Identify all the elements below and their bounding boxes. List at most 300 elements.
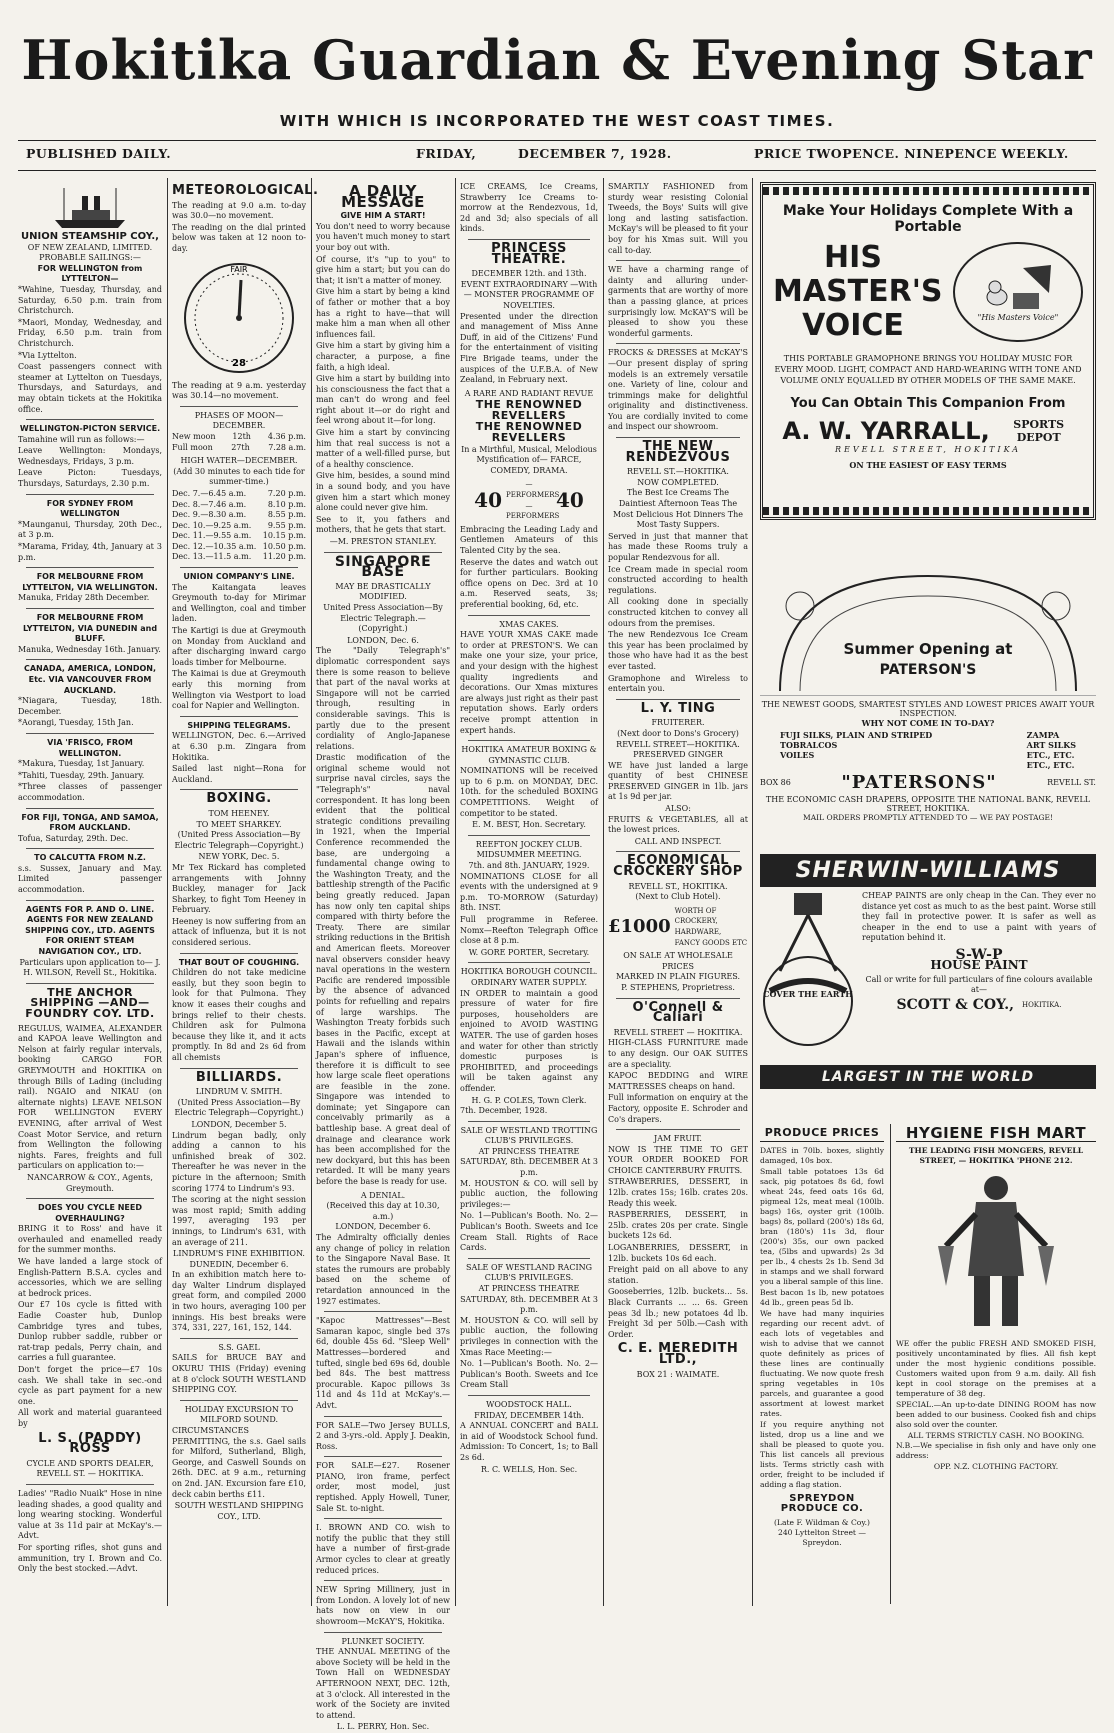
anchor-agents: NANCARROW & COY., Agents, Greymouth.	[27, 1172, 153, 1193]
fisherman-illustration	[896, 1166, 1096, 1336]
produce-heading: PRODUCE PRICES	[760, 1128, 884, 1142]
ting-call: CALL AND INSPECT.	[634, 836, 722, 846]
price: PRICE TWOPENCE. NINEPENCE WEEKLY.	[754, 146, 1069, 161]
sailing-item: *Makura, Tuesday, 1st January.	[18, 759, 145, 769]
moon-row-cell: 7.28 a.m.	[268, 442, 306, 452]
trotting-heading: SALE OF WESTLAND TROTTING CLUB'S PRIVILEGES.	[460, 1125, 598, 1146]
tide-row	[172, 510, 306, 521]
shipping-text: WELLINGTON, Dec. 6.—Arrived at 6.30 p.m. Zingara from Hokitika.	[172, 731, 306, 762]
produce-text: If you require anything not listed, drop us a line and we shall be pleased to quote you. This list cancels all previous lists. Terms strictly cash with order, freight to be included if adding a flag station.	[760, 1420, 884, 1489]
hmv-logo	[953, 242, 1083, 342]
anchor-heading: THE ANCHOR SHIPPING —AND— FOUNDRY COY. LTD.	[25, 985, 155, 1020]
furniture-text: Full information on enquiry at the Factory, opposite E. Schroder and Co's drapers.	[608, 1093, 748, 1124]
rendezvous-address: REVELL ST.—HOKITIKA.	[627, 467, 729, 477]
ting-heading: L. Y. TING	[640, 700, 716, 716]
billiards-heading: BILLIARDS.	[195, 1069, 283, 1085]
sailing-item: Leave Picton: Tuesdays, Thursdays, Saturdays, 2.30 p.m.	[18, 468, 162, 489]
column-shops	[608, 182, 748, 1604]
sherwin-body: CHEAP PAINTS are only cheap in the Can. They ever no distance yet cost as much to as the best paint. Worse still they fail in protective power. It is safer as well as cheaper in the end to use a paint with years of reputation behind it.	[862, 891, 1096, 942]
sailing-item: *Via Lyttelton.	[18, 350, 77, 360]
cycle-text: Our £7 10s cycle is fitted with Eadie Coaster hub, Dunlop Cambridge tyres and tubes, Dunlop rubber saddle, rubber or rat-trap pedals, Perry chain, and carries a full guarantee.	[18, 1300, 162, 1363]
moon-row-cell: New moon	[172, 431, 216, 441]
route-heading: FOR MELBOURNE FROM LYTTELTON, VIA WELLINGTON.	[22, 572, 158, 592]
boxing-heading: BOXING.	[206, 791, 272, 807]
produce-text: Small table potatoes 13s 6d sack, pig potatoes 8s 6d, fowl wheat 24s, feed oats 16s 6d, pigmeal 12s, meat meal (100lb. bags) 16s, oyster grit (100lb. bags) 8s, pollard (200's) 18s 6d, bran (180's) 11s 3d, flour (200's) 35s, our own packed tea, (5lbs and upwards) 2s 3d per lb., 4 chests 2s 1b. Send 3d in stamps and we shall forward you a liberal sample of this line.	[760, 1167, 884, 1286]
tide-row-cell: 8.55 p.m.	[267, 510, 306, 520]
tide-row-cell: Dec. 11.—9.55 a.m.	[172, 531, 252, 541]
weather-text: The reading at 9 a.m. yesterday was 30.14—no movement.	[172, 380, 306, 401]
jam-fruit-text: LOGANBERRIES, DESSERT, in 12lb. buckets 10s 6d each.	[608, 1243, 748, 1263]
ting-address: REVELL STREET—HOKITIKA.	[616, 739, 740, 749]
sailing-item: *Maori, Monday, Wednesday, and Friday, 6.50 p.m. train from Christchurch.	[18, 317, 162, 348]
auction-list: No. 1—Publican's Booth. No. 2—Publican's Booth. Sweets and Ice Cream Stall. Rights of Race Cards.	[460, 1211, 598, 1253]
tide-table	[172, 489, 306, 563]
fish-mart-heading: HYGIENE FISH MART	[896, 1128, 1096, 1142]
princess-theatre-heading: PRINCESS THEATRE.	[491, 240, 567, 267]
scott-name: SCOTT & COY.,	[896, 996, 1014, 1013]
column-meteorological	[172, 182, 319, 1604]
gael-heading: S.S. GAEL	[218, 1342, 260, 1352]
daily-message-heading: A DAILY MESSAGE	[341, 182, 425, 211]
column-rule	[167, 178, 168, 1606]
rendezvous-menu: The Best Ice Creams The Daintiest Afternoon Teas The Most Delicious Hot Dinners The Most Tasty Suppers.	[612, 488, 744, 530]
auction-text: M. HOUSTON & CO. will sell by public auction, the following privileges in connection with the Xmas Race Meeting:—	[460, 1315, 598, 1357]
sailing-item: *Niagara, Tuesday, 18th. December.	[18, 696, 162, 716]
billiards-text: The scoring at the night session was most rapid; Smith adding 1997, averaging 193 per innings, to Lindrum's 631, with an average of 211.	[172, 1195, 306, 1247]
reefton-sub: MIDSUMMER MEETING.	[476, 850, 582, 860]
shipping-text: The Kaitangata leaves Greymouth to-day for Mirimar and Wellington, coal and timber laden.	[172, 582, 306, 624]
spreydon-late: (Late F. Wildman & Coy.)	[773, 1518, 871, 1527]
route-heading: FOR FIJI, TONGA, AND SAMOA, FROM AUCKLAND.	[21, 812, 159, 833]
barometer-dial	[179, 258, 299, 378]
theatre-text: Presented under the direction and management of Miss Anne Duff, in aid of the Citizens' Fund for the entertainment of visiting Fire Brigade teams, under the auspices of the U.F.B.A. of New Zealand, in February next.	[460, 311, 598, 385]
yarrall-terms: ON THE EASIEST OF EASY TERMS	[849, 460, 1007, 470]
brown-advt: I. BROWN AND CO. wish to notify the public that they still have a number of first-grade Armor cycles to clear at greatly reduced prices.	[316, 1523, 450, 1575]
woodstock-heading: WOODSTOCK HALL.	[486, 1399, 572, 1409]
fish-text: SPECIAL.—An up-to-date DINING ROOM has now been added to our business. Cooked fish and chips also sold over the counter.	[896, 1400, 1096, 1429]
weather-text: The reading on the dial printed below was taken at 12 noon to-day.	[172, 222, 306, 253]
goods-item: ART SILKS	[1026, 740, 1076, 750]
dateline	[26, 146, 1086, 164]
agents-heading: AGENTS FOR P. AND O. LINE. AGENTS FOR NEW ZEALAND SHIPPING COY., LTD. AGENTS FOR ORIENT STEAM NAVIGATION COY., LTD.	[25, 904, 155, 957]
produce-prices-advert	[760, 1124, 884, 1604]
tide-row	[172, 500, 306, 511]
furniture-text: HIGH-CLASS FURNITURE made to any design. Our OAK SUITES are a speciality.	[608, 1038, 748, 1069]
dateline-sub: (Received this day at 10.30, a.m.)	[326, 1201, 440, 1221]
dateline-sub: LONDON, Dec. 6.	[347, 635, 419, 645]
goods-item: FUJI SILKS, PLAIN AND STRIPED	[780, 730, 933, 740]
shipping-text: The Kartigi is due at Greymouth on Monday from Auckland and after discharging inward cargo loads timber for Melbourne.	[172, 626, 306, 667]
fish-mart-advert	[896, 1124, 1096, 1604]
xmas-cakes-text: HAVE YOUR XMAS CAKE made to order at PRESTON'S. We can make one your size, your price, and your design with the highest quality ingredients and decorations. Our Xmas mixtures are always just right as their past reputation shows. Early orders receive prompt attention in expert hands.	[460, 630, 598, 735]
council-clerk: H. G. P. COLES, Town Clerk.	[471, 1095, 587, 1105]
moon-row-cell: 4.36 p.m.	[267, 431, 306, 441]
dateline-sub: LONDON, December 5.	[191, 1119, 287, 1129]
scott-town: HOKITIKA.	[1021, 1000, 1062, 1009]
boxing-sub: TOM HEENEY.	[208, 808, 270, 818]
route-heading: VIA 'FRISCO, FROM WELLINGTON.	[47, 737, 133, 758]
union-heading: UNION STEAMSHIP COY.,	[21, 231, 159, 242]
tide-row-cell: 10.50 p.m.	[262, 541, 306, 551]
moon-row	[172, 443, 306, 454]
ting-text: WE have just landed a large quantity of best CHINESE PRESERVED GINGER in 1lb. jars at 1s 9d per jar.	[608, 760, 748, 802]
telegrams-heading: SHIPPING TELEGRAMS.	[187, 720, 291, 730]
issue-day: FRIDAY,	[416, 146, 477, 161]
coughing-heading: THAT BOUT OF COUGHING.	[178, 957, 300, 967]
denial-heading: A DENIAL.	[360, 1190, 406, 1200]
ross-address: CYCLE AND SPORTS DEALER, REVELL ST. — HOKITIKA.	[26, 1458, 154, 1479]
route-heading: WELLINGTON-PICTON SERVICE.	[19, 424, 161, 434]
press-credit: (United Press Association—By Electric Telegraph—Copyright.)	[174, 1097, 304, 1118]
woodstock-text: A ANNUAL CONCERT and BALL in aid of Woodstock School fund. Admission: To Concert, 1s; to Ball 2s 6d.	[460, 1421, 598, 1462]
reefton-text: Full programme in Referee. Nomx—Reefton Telegraph Office close at 8 p.m.	[460, 915, 598, 946]
revue-tagline: A RARE AND RADIANT REVUE	[464, 388, 594, 398]
produce-text: We have had many inquiries regarding our recent advt. of each lots of vegetables and wish to advise that we cannot quote definitely as prices of these lines are continually fluctuating. We now quote fresh spring vegetables in 10s parcels, and guarantee a good assortment at lowest market rates.	[760, 1309, 884, 1418]
sailing-item: *Tahiti, Tuesday, 29th. January.	[18, 770, 145, 780]
tide-row-cell: 8.10 p.m.	[267, 499, 306, 509]
revue-text: Embracing the Leading Lady and Gentlemen Amateurs of this Talented City by the sea.	[460, 524, 598, 555]
sailing-item: Manuka, Wednesday 16th. January.	[18, 644, 161, 654]
column-daily-message	[316, 182, 450, 1732]
yarrall-depot: SPORTS DEPOT	[1013, 418, 1065, 444]
top-rule	[18, 140, 1096, 141]
ting-text: FRUITS & VEGETABLES, all at the lowest prices.	[608, 814, 748, 835]
hmv-brand: HIS MASTER'S VOICE	[773, 240, 943, 343]
ross-name: L. S. (PADDY) ROSS	[38, 1430, 142, 1457]
performers-count: 40	[556, 488, 584, 513]
singapore-text: The "Daily Telegraph's" diplomatic correspondent says there is some reason to believe that part of the naval works at Singapore will not be carried through, resulting in considerable savings. This is partly due to the present cordiality of Anglo-Japanese relations.	[316, 646, 450, 751]
frocks-advt: FROCKS & DRESSES at McKAY'S —Our present display of spring models is an extremely versatile one. Variety of line, colour and trimmings make for delightful originality and distinctiveness. You are cordially invited to come and inspect our showroom.	[608, 348, 748, 432]
daily-message-sub: GIVE HIM A START!	[340, 211, 426, 221]
sailing-item: Coast passengers connect with steamer at Lyttelton on Tuesdays, Thursdays, and Saturdays, and may obtain tickets at the Hokitika office.	[18, 362, 162, 414]
hosiery-advt: Ladies' "Radio Nuaik" Hose in nine leading shades, a good quality and long wearing stocking. Wonderful value at 3s 11d pair at McKay's.—Advt.	[18, 1488, 162, 1541]
weather-text: The reading at 9.0 a.m. to-day was 30.0—no movement.	[172, 200, 306, 221]
auction-venue: AT PRINCESS THEATRE	[478, 1146, 580, 1156]
sherwin-williams-advert	[760, 854, 1096, 1106]
message-text: Give him a start by building into his consciousness the fact that a man can't do wrong and feel right about it—or do right and feel wrong about it—for long.	[316, 374, 450, 426]
swp-label: S-W-P	[955, 946, 1003, 963]
garments-advt: WE have a charming range of dainty and alluring under-garments that are worthy of more than a passing glance, at prices surprisingly low. McKAY'S will be pleased to show you these wonderful garments.	[608, 265, 748, 338]
jam-fruit-text: RASPBERRIES, DESSERT, in 25lb. crates 20s per crate. Single buckets 12s 6d.	[608, 1210, 748, 1241]
sailing-item: *Marama, Friday, 4th, January at 3 p.m.	[18, 542, 162, 562]
tide-row	[172, 531, 306, 542]
crockery-figures: MARKED IN PLAIN FIGURES.	[615, 972, 741, 982]
boxing-club-text: NOMINATIONS will be received up to 6 p.m. on MONDAY, DEC. 10th. for the scheduled BOXING COMPETITIONS. Weight of competitor to be stated.	[460, 766, 598, 818]
auction-venue: AT PRINCESS THEATRE	[478, 1284, 580, 1293]
tide-row	[172, 489, 306, 500]
moon-row	[172, 432, 306, 443]
sailing-item: *Aorangi, Tuesday, 15th Jan.	[18, 718, 134, 728]
yarrall-address: REVELL STREET, HOKITIKA	[834, 445, 1021, 454]
published-daily: PUBLISHED DAILY.	[26, 146, 172, 161]
message-text: Give him a start by giving him a character, a purpose, a fine faith, a high ideal.	[316, 341, 450, 372]
suits-advt: SMARTLY FASHIONED from sturdy wear resisting Colonial Tweeds, the Boys' Suits will give long and lasting satisfaction. McKay's will be pleased to fit your boy for his Xmas suit. Will you call to-day.	[608, 182, 748, 255]
message-text: Give him a start by convincing him that real success is not a matter of a well-filled purse, but of a healthy conscience.	[316, 428, 450, 469]
paint-can-globe-icon	[760, 891, 856, 1061]
gramophone-dog-icon	[983, 263, 1053, 313]
message-text: Of course, it's "up to you" to give him a start; but you can do that; it isn't a matter of money.	[316, 254, 450, 285]
performers-label: — PERFORMERS — PERFORMERS	[506, 480, 560, 521]
tide-row-cell: Dec. 10.—9.25 a.m.	[172, 520, 252, 530]
sailing-item: Tamahine will run as follows:—	[18, 434, 145, 444]
spreydon-address: 240 Lyttelton Street — Spreydon.	[778, 1528, 866, 1547]
jam-fruit-text: STRAWBERRIES, DESSERT, in 12lb. crates 15s; 16lb. crates 20s. Ready this week.	[608, 1177, 748, 1208]
crockery-location: (Next to Club Hotel).	[635, 892, 721, 902]
ting-trade: FRUITERER.	[651, 718, 705, 728]
excursion-text: CIRCUMSTANCES PERMITTING, the s.s. Gael sails for Milford, Sutherland, Bligh, George, and Caswell Sounds on 26th. DEC. at 9 a.m., returning on 2nd. JAN. Excursion fare £10, deck cabin berths £11.	[172, 1426, 306, 1499]
rifles-advt: For sporting rifles, shot guns and ammunition, try I. Brown and Co. Only the best stocked.—Advt.	[18, 1542, 162, 1574]
performers-count: 40	[474, 488, 502, 513]
revue-text: In a Mirthful, Musical, Melodious Mystification of— FARCE, COMEDY, DRAMA.	[461, 444, 597, 475]
excursion-heading: HOLIDAY EXCURSION TO MILFORD SOUND.	[184, 1404, 294, 1425]
millinery-advt: NEW Spring Millinery, just in from London. A lovely lot of new hats now on view in our showroom—McKAY'S, Hokitika.	[316, 1585, 450, 1626]
fish-terms: ALL TERMS STRICTLY CASH. NO BOOKING.	[907, 1431, 1085, 1440]
column-rule	[890, 1124, 891, 1604]
furniture-text: KAPOC BEDDING and WIRE MATTRESSES cheaps on hand.	[608, 1071, 748, 1091]
column-entertainment	[460, 182, 598, 1604]
largest-banner: LARGEST IN THE WORLD	[760, 1065, 1096, 1089]
plunket-text: THE ANNUAL MEETING of the above Society will be held in the Town Hall on WEDNESDAY AFTERNOON NEXT, DEC. 12th, at 3 o'clock. All interested in the work of the Society are invited to attend.	[316, 1647, 450, 1720]
shipping-text: Sailed last night—Rona for Auckland.	[172, 764, 306, 784]
pulmona-advt: Children do not take medicine easily, but they soon begin to look for that Pulmona. They know it eases their coughs and brings relief to their chests. Children ask for Pulmona because they like it, and it acts promptly. In 8d and 2s 6d from all chemists	[172, 968, 306, 1062]
tide-row-cell: Dec. 9.—8.30 a.m.	[172, 510, 247, 520]
piano-advt: FOR SALE—£27. Rosener PIANO, iron frame, perfect order, most model, just reptished. Apply Howell, Tuner, Sale St. to-night.	[316, 1461, 450, 1513]
agent-contact: Particulars upon application to— J. H. WILSON, Revell St., Hokitika.	[19, 957, 161, 978]
revue-text: Reserve the dates and watch out for further particulars. Booking office opens on Dec. 3rd at 10 a.m. Reserved seats, 3s; preferential booking, 6d, etc.	[460, 557, 598, 609]
message-text: See to it, you fathers and mothers, that he gets that start.	[316, 514, 450, 535]
yarrall-name: A. W. YARRALL,	[782, 417, 990, 445]
goods-item: TOBRALCOS	[780, 740, 838, 750]
plunket-sec: L. L. PERRY, Hon. Sec.	[336, 1722, 430, 1732]
crockery-amount: £1000	[608, 915, 671, 937]
billiards-text: In an exhibition match here to-day Walter Lindrum displayed great form, and compiled 2000 in two hours, averaging 100 per innings. His best breaks were 374, 331, 227, 161, 152, 144.	[172, 1270, 306, 1333]
press-credit: United Press Association—By Electric Telegraph.—(Copyright.)	[323, 602, 443, 634]
crockery-value-line	[608, 906, 748, 948]
tide-row-cell: Dec. 8.—7.46 a.m.	[172, 499, 247, 509]
tide-row-cell: Dec. 13.—11.5 a.m.	[172, 552, 252, 562]
tide-row	[172, 552, 306, 563]
fish-address: OPP. N.Z. CLOTHING FACTORY.	[933, 1462, 1059, 1471]
steamship-icon	[50, 182, 130, 232]
column-rule	[455, 178, 456, 1606]
column-rule	[603, 178, 604, 1606]
sailing-item: *Wahine, Tuesday, Thursday, and Saturday, 6.50 p.m. train from Christchurch.	[18, 284, 162, 316]
shipping-text: The Kaimai is due at Greymouth early this morning from Wellington via Westport to load coal for Napier and Wellington.	[172, 669, 306, 711]
border-dots	[763, 187, 1093, 195]
route-heading: CANADA, AMERICA, LONDON, Etc. VIA VANCOUVER FROM AUCKLAND.	[23, 664, 157, 695]
tide-row	[172, 542, 306, 553]
patersons-tagline: THE NEWEST GOODS, SMARTEST STYLES AND LOWEST PRICES AWAIT YOUR INSPECTION.	[761, 700, 1095, 718]
hmv-body: THIS PORTABLE GRAMOPHONE BRINGS YOU HOLIDAY MUSIC FOR EVERY MOOD. LIGHT, COMPACT AND HARD-WEARING WITH TONE AND VOLUME ONLY EQUALLED BY OTHER MODELS OF THE SAME MAKE.	[774, 354, 1082, 385]
tide-row-cell: 11.20 p.m.	[262, 552, 306, 562]
sailings-heading: PROBABLE SAILINGS:—	[39, 253, 141, 263]
tide-row-cell: Dec. 7.—6.45 a.m.	[172, 488, 247, 498]
kapoc-advt: "Kapoc Mattresses"—Best Samaran kapoc, single bed 37s 6d, double 45s 6d. "Sleep Well" Mattresses—bordered and tufted, single bed 69s 6d, double bed 84s. The best mattress procurable. Kapoc pillows 3s 11d and 4s 11d at McKay's.—Advt.	[316, 1316, 450, 1410]
singapore-text: The Admiralty officially denies any change of policy in relation to the Singapore Naval Base. It states the rumours are probably based on the scheme of retardation announced in the 1927 estimates.	[316, 1233, 450, 1306]
patersons-mail: MAIL ORDERS PROMPTLY ATTENDED TO — WE PAY POSTAGE!	[803, 813, 1053, 822]
ice-cream-advt: ICE CREAMS, Ice Creams, Strawberry Ice Creams to-morrow at the Rendezvous, 1d, 2d and 3d; also specials of all kinds.	[460, 182, 598, 234]
column-shipping	[18, 182, 162, 1604]
sailing-item: *Three classes of passenger accommodation.	[18, 782, 162, 802]
message-text: You don't need to worry because you haven't much money to start your boy out with.	[316, 221, 450, 252]
singapore-sub: MAY BE DRASTICALLY MODIFIED.	[335, 581, 431, 602]
oconnell-address: REVELL STREET — HOKITIKA.	[613, 1027, 743, 1037]
patersons-wordmark: "PATERSONS"	[841, 772, 997, 793]
tide-row-cell: Dec. 12.—10.35 a.m.	[172, 541, 257, 551]
ting-location: (Next door to Dons's Grocery)	[617, 728, 739, 738]
tide-heading: HIGH WATER—DECEMBER.	[180, 456, 298, 466]
hmv-advert	[760, 182, 1096, 520]
dial-number: 28	[232, 357, 246, 369]
crockery-heading: ECONOMICAL CROCKERY SHOP	[613, 853, 743, 880]
moon-table	[172, 432, 306, 453]
dateline-sub: DUNEDIN, December 6.	[189, 1259, 289, 1269]
route-heading: FOR SYDNEY FROM WELLINGTON	[46, 498, 134, 519]
boxing-text: Heeney is now suffering from an attack of influenza, but it is not considered serious.	[172, 916, 306, 948]
press-credit: (United Press Association—By Electric Telegraph—Copyright.)	[174, 830, 304, 850]
plunket-heading: PLUNKET SOCIETY.	[341, 1636, 425, 1646]
tide-note: (Add 30 minutes to each tide for summer-time.)	[173, 466, 305, 487]
patersons-box: BOX 86	[760, 778, 791, 787]
reefton-heading: REEFTON JOCKEY CLUB.	[475, 839, 583, 849]
patersons-address: THE ECONOMIC CASH DRAPERS, OPPOSITE THE NATIONAL BANK, REVELL STREET, HOKITIKA.	[765, 795, 1091, 813]
meredith-name: C. E. MEREDITH LTD.,	[617, 1341, 739, 1367]
moon-row-cell: 12th	[232, 431, 251, 441]
goods-item: VOILES	[780, 750, 815, 760]
dial-fair-label: FAIR	[230, 264, 248, 274]
bulls-advt: FOR SALE—Two Jersey BULLS, 2 and 3-yrs.-old. Apply J. Deakin, Ross.	[316, 1420, 450, 1451]
house-paint-label: HOUSE PAINT	[930, 958, 1028, 972]
summer-opening: Summer Opening at	[843, 640, 1013, 658]
exhibition-heading: LINDRUM'S FINE EXHIBITION.	[173, 1249, 305, 1259]
cover-earth-text: COVER THE EARTH	[763, 989, 853, 999]
message-author: —M. PRESTON STANLEY.	[329, 537, 437, 546]
rendezvous-text: Served in just that manner that has made these Rooms truly a popular Rendezvous for all.	[608, 531, 748, 562]
sherwin-banner: SHERWIN-WILLIAMS	[760, 854, 1096, 887]
patersons-street: REVELL ST.	[1047, 778, 1096, 787]
sailing-item: Leave Wellington: Mondays, Wednesdays, Fridays, 3 p.m.	[18, 446, 162, 466]
oconnell-heading: O'Connell & Caliari	[632, 999, 724, 1026]
tide-row-cell: 9.55 p.m.	[267, 520, 306, 530]
singapore-heading: SINGAPORE BASE	[334, 553, 432, 581]
woodstock-date: FRIDAY, DECEMBER 14th.	[474, 1410, 584, 1420]
meteorological-heading: METEOROLOGICAL.	[172, 183, 319, 198]
sailing-item: *Maunganui, Thursday, 20th Dec., at 3 p.m.	[18, 519, 162, 540]
auction-list: No. 1—Publican's Booth. No. 2—Publican's Booth. Sweets and Ice Cream Stall	[460, 1359, 598, 1390]
boxing-club-sec: E. M. BEST, Hon. Secretary.	[472, 820, 586, 830]
billiards-sub: LINDRUM V. SMITH.	[195, 1087, 283, 1097]
moon-row-cell: 27th	[231, 442, 250, 452]
council-sub: ORDINARY WATER SUPPLY.	[470, 977, 588, 987]
patersons-title: PATERSON'S	[879, 662, 977, 678]
goods-item: ZAMPA	[1026, 730, 1060, 740]
fish-mart-sub: THE LEADING FISH MONGERS, REVELL STREET, — HOKITIKA 'PHONE 212.	[908, 1146, 1084, 1165]
ting-also: ALSO:	[665, 804, 691, 814]
jam-fruit-heading: JAM FRUIT.	[654, 1134, 702, 1144]
rendezvous-status: NOW COMPLETED.	[637, 477, 719, 487]
rendezvous-text: The new Rendezvous Ice Cream this year has been proclaimed by those who have had it as the best ever tasted.	[608, 630, 748, 671]
hmv-obtain: You Can Obtain This Companion From	[790, 396, 1066, 411]
masthead-subtitle: WITH WHICH IS INCORPORATED THE WEST COAST TIMES.	[279, 112, 835, 130]
reefton-text: NOMINATIONS CLOSE for all events with the undersigned at 9 p.m. TO-MORROW (Saturday) 8th. INST.	[460, 871, 598, 913]
gael-text: SAILS for BRUCE BAY and OKURU THIS (Friday) evening at 8 o'clock SOUTH WESTLAND SHIPPING COY.	[172, 1353, 306, 1395]
singapore-text: Drastic modification of the original scheme would not surprise naval circles, says the "Telegraph's" naval correspondent. It has long been evident that the political strategic conditions prevailing in 1921, when the Imperial Conference recommended the base, are undergoing a fundamental change owing to the Washington Treaty, and the battleship strength of the Pacific being greatly reduced. Japan has now only ten capital ships compared with thirty before the Treaty. There are similar striking reductions in the British and American fleets. Moreover naval observers consider heavy naval operations in the western Pacific are rendered impossible by the absence of advanced points for refuelling and repairs of large warships. The Washington Treaty forbids such bases in the Pacific, except at Hawaii and the islands within Japan's sphere of influence, therefore it is difficult to see how large scale fleet operations are feasible in the zone. Singapore was intended to dominate; yet Singapore can conceivably primarily as a battleship base. A great deal of drainage and clearance work has been accomplished for the new dockyard, but this has been retarded. It will be many years before the base is ready for use.	[316, 753, 450, 1187]
column-rule	[311, 178, 312, 1606]
masthead-title: Hokitika Guardian & Evening Star	[21, 28, 1093, 92]
route-heading: FOR WELLINGTON from LYTTELTON—	[37, 263, 143, 284]
hmv-tagline: Make Your Holidays Complete With a Portable	[782, 203, 1074, 235]
fish-text: N.B.—We specialise in fish only and have only one address:	[896, 1441, 1096, 1460]
rendezvous-text: All cooking done in specially constructed kitchen to convey all odours from the premises.	[608, 597, 748, 628]
crockery-proprietor: P. STEPHENS, Proprietress.	[621, 982, 735, 992]
anchor-body: REGULUS, WAIMEA, ALEXANDER and KAPOA leave Wellington and Nelson at fairly regular intervals, booking CARGO FOR GREYMOUTH and HOKITIKA on through Bills of Lading (including rail). NGAIO and NIKAU (on alternate nights) LEAVE NELSON FOR WELLINGTON EVERY EVENING, after arrival of West Coast Motor Service, and return from Wellington the following nights. Fares, freights and full particulars on application to:—	[18, 1023, 162, 1171]
produce-text: Best bacon 1s lb, new potatoes 4d lb., green peas 5d lb.	[760, 1288, 884, 1307]
moon-heading: PHASES OF MOON—DECEMBER.	[194, 410, 284, 431]
fish-text: WE offer the public FRESH AND SMOKED FISH, positively uncontaminated by flies. All fish kept under the most hygienic conditions possible. Customers waited upon from 9 a.m. daily. All fish kept in cool storage on the premises at a temperature of 38 deg.	[896, 1339, 1096, 1398]
performers-line	[460, 479, 598, 521]
auction-date: SATURDAY, 8th. DECEMBER At 3 p.m.	[460, 1157, 598, 1178]
rendezvous-text: Gramophone and Wireless to entertain you.	[608, 673, 748, 694]
tide-row-cell: 7.20 p.m.	[267, 488, 306, 498]
column-rule	[752, 178, 753, 1606]
cycle-text: Don't forget the price—£7 10s cash. We shall take in sec.-ond cycle as part payment for a new one.	[18, 1365, 162, 1406]
border-dots	[763, 507, 1093, 515]
meredith-box: BOX 21 : WAIMATE.	[636, 1369, 720, 1379]
dateline-sub: NEW YORK, Dec. 5.	[198, 852, 280, 862]
rendezvous-heading: THE NEW RENDEZVOUS	[625, 439, 731, 465]
cycle-text: All work and material guaranteed by	[18, 1408, 162, 1428]
sherwin-call: Call or write for full particulars of fine colours available at—	[865, 974, 1093, 994]
cycle-text: BRING it to Ross' and have it overhauled and enamelled ready for the summer months.	[18, 1224, 162, 1255]
tide-row-cell: 10.15 p.m.	[262, 531, 306, 541]
revellers-heading: THE RENOWNED REVELLERS	[475, 420, 583, 445]
message-text: Give him a start by being a kind of father or mother that a boy has a right to have—that will make him a man when all other influences fail.	[316, 287, 450, 339]
route-heading: FOR MELBOURNE FROM LYTTELTON, VIA DUNEDIN and BLUFF.	[22, 613, 158, 644]
billiards-text: Lindrum began badly, only adding a cannon to his unfinished break of 302. Thereafter he was never in the picture in the afternoon; Smith scoring 1774 to Lindrum's 93.	[172, 1130, 306, 1193]
xmas-cakes-heading: XMAS CAKES.	[499, 619, 559, 629]
route-heading: TO CALCUTTA FROM N.Z.	[34, 853, 146, 863]
cover-earth-logo	[760, 891, 856, 1061]
woodstock-sec: R. C. WELLS, Hon. Sec.	[480, 1464, 578, 1474]
patersons-invite: WHY NOT COME IN TO-DAY?	[861, 718, 995, 728]
council-text: IN ORDER to maintain a good pressure of water for fire purposes, householders are enjoined to AVOID WASTING WATER. The use of garden hoses and water for other than strictly domestic purposes is PROHIBITED, and proceedings will be taken against any offender.	[460, 988, 598, 1093]
moon-row-cell: Full moon	[172, 442, 213, 452]
crockery-address: REVELL ST., HOKITIKA.	[628, 881, 728, 891]
goods-item: ETC., ETC.	[1026, 760, 1075, 770]
crockery-goods: WORTH OF CROCKERY, HARDWARE, FANCY GOODS ETC	[674, 906, 748, 947]
auction-date: SATURDAY, 8th. DECEMBER At 3 p.m.	[460, 1294, 598, 1315]
issue-date: DECEMBER 7, 1928.	[518, 146, 672, 161]
boxing-club-heading: HOKITIKA AMATEUR BOXING & GYMNASTIC CLUB.	[461, 745, 597, 765]
jam-fruit-text: Freight paid on all above to any station.	[608, 1265, 748, 1285]
sailing-item: Tofua, Saturday, 29th. Dec.	[18, 833, 129, 843]
racing-heading: SALE OF WESTLAND RACING CLUB'S PRIVILEGES.	[465, 1262, 592, 1283]
auction-text: M. HOUSTON & CO. will sell by public auction, the following privileges:—	[460, 1178, 598, 1209]
sailing-item: s.s. Sussex, January and May. Limited passenger accommodation.	[18, 863, 162, 895]
sailing-item: Manuka, Friday 28th December.	[18, 593, 150, 603]
patersons-advert	[760, 566, 1096, 836]
tide-row	[172, 521, 306, 532]
theatre-event: EVENT EXTRAORDINARY —With— MONSTER PROGRAMME OF NOVELTIES.	[460, 279, 598, 310]
produce-text: DATES in 70lb. boxes, slightly damaged, 10s box.	[760, 1146, 884, 1165]
date-rule	[18, 170, 1096, 171]
council-heading: HOKITIKA BOROUGH COUNCIL.	[460, 967, 598, 977]
crockery-sale: ON SALE AT WHOLESALE PRICES	[623, 951, 733, 971]
rendezvous-text: Ice Cream made in special room constructed according to health regulations.	[608, 564, 748, 595]
union-line-heading: UNION COMPANY'S LINE.	[183, 572, 295, 582]
boxing-text: Mr Tex Rickard has completed arrangements with Johnny Buckley, manager for Jack Sharkey, to fight Tom Heeney in February.	[172, 862, 306, 915]
ting-ginger: PRESERVED GINGER	[633, 750, 723, 760]
